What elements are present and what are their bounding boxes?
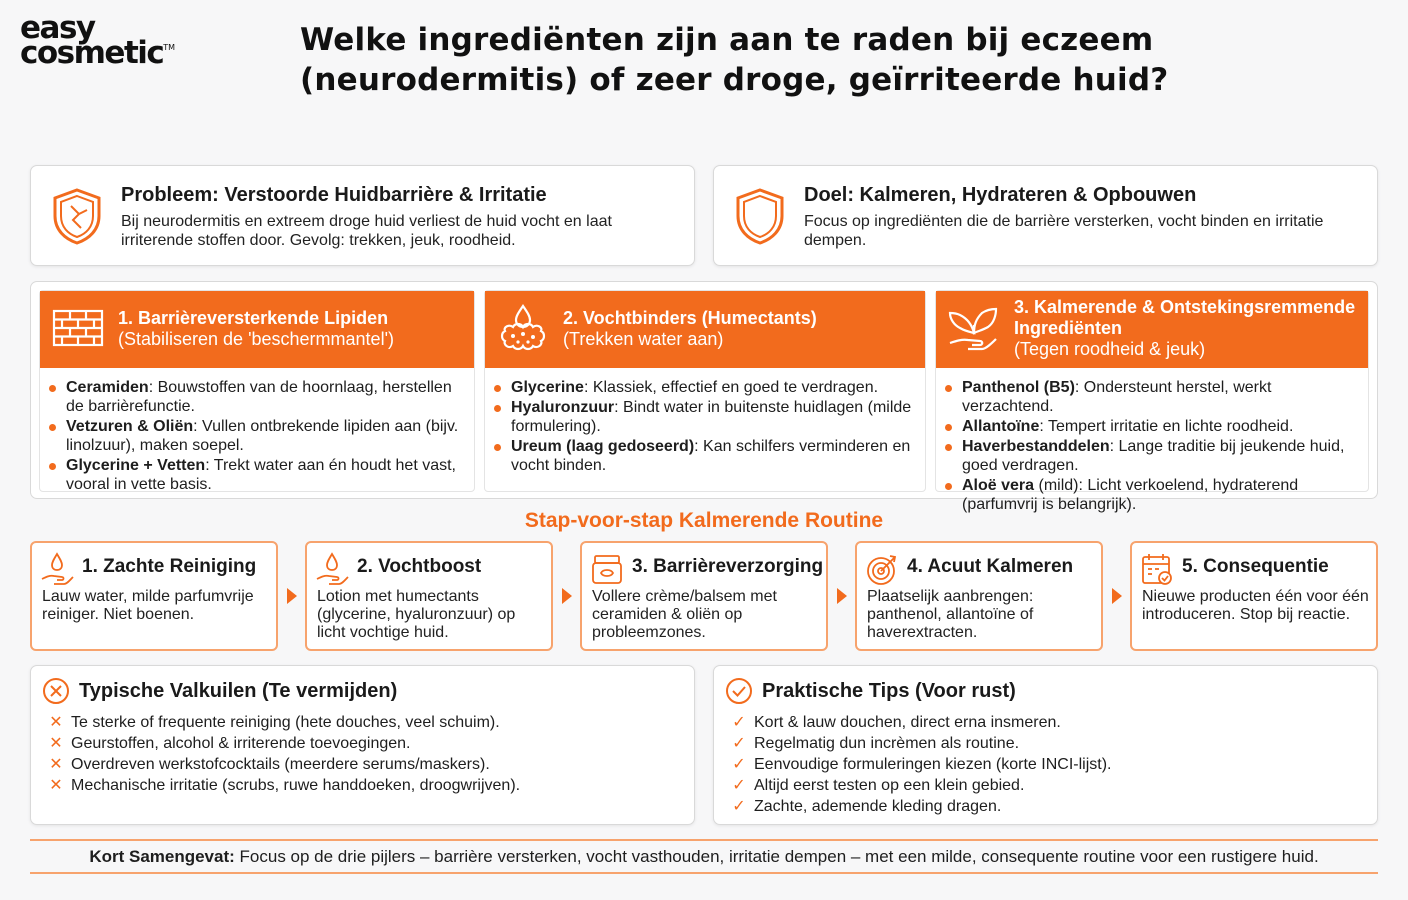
logo-line-1: easy [20, 10, 95, 46]
item-term: Allantoïne [962, 418, 1040, 435]
hand-drop-icon [40, 551, 74, 587]
step-description: Nieuwe producten één voor één introduceren. Stop bij reactie. [1142, 588, 1369, 623]
check-mark-icon: ✓ [732, 735, 746, 752]
summary-text: Focus op de drie pijlers – barrière versterken, vocht vasthouden, irritatie dempen – met een milde, consequente routine voor een rustigere huid. [234, 847, 1319, 866]
item-text: Regelmatig dun incrèmen als routine. [754, 735, 1020, 752]
routine-step-5 [1130, 541, 1378, 651]
pillar-title: 1. Barrièreversterkende Lipiden [118, 308, 389, 328]
list-item [66, 378, 464, 416]
routine-title: Stap-voor-stap Kalmerende Routine [524, 509, 884, 532]
check-mark-icon: ✓ [732, 756, 746, 773]
list-item [49, 712, 684, 733]
item-term: Hyaluronzuur [511, 399, 615, 416]
pillar-list [485, 368, 925, 475]
calendar-icon [1140, 551, 1174, 587]
routine-step-1 [30, 541, 278, 651]
item-term: Glycerine [511, 379, 584, 396]
logo-word: cosmetic [20, 35, 164, 72]
item-term: Haverbestanddelen [962, 438, 1110, 455]
pillar-subtitle: (Trekken water aan) [563, 329, 724, 349]
logo-line-2 [20, 35, 176, 72]
arrow-icon [1112, 588, 1122, 604]
list-item [66, 456, 464, 494]
pillar-subtitle: (Stabiliseren de 'beschermmantel') [118, 329, 394, 349]
routine-step-3 [580, 541, 828, 651]
hand-drop-icon [315, 551, 349, 587]
check-mark-icon: ✓ [732, 798, 746, 815]
step-title: 5. Consequentie [1182, 556, 1329, 577]
pillar-header [936, 291, 1368, 368]
x-mark-icon: ✕ [49, 756, 63, 773]
list-item [511, 398, 915, 436]
item-term: Ceramiden [66, 379, 149, 396]
item-term: Vetzuren & Oliën [66, 418, 194, 435]
pillar-header [40, 291, 474, 368]
shield-icon [732, 186, 788, 246]
item-text: Altijd eerst testen op een klein gebied. [754, 777, 1025, 794]
step-description: Vollere crème/balsem met ceramiden & oliën op probleemzones. [592, 588, 777, 641]
tips-card [713, 665, 1378, 825]
step-title: 1. Zachte Reiniging [82, 556, 257, 577]
pillar-list [40, 368, 474, 494]
pillar-title: 2. Vochtbinders (Humectants) [563, 308, 817, 328]
list-item [66, 417, 464, 455]
pillar-header [485, 291, 925, 368]
pillar-heading [563, 308, 917, 350]
list-item [962, 378, 1358, 416]
cream-jar-icon [590, 551, 624, 587]
list-item [732, 796, 1367, 817]
item-text: (mild): Licht verkoelend, hydraterend (parfumvrij is belangrijk). [962, 477, 1299, 513]
routine-step-2 [305, 541, 553, 651]
water-drop-sponge-icon [497, 303, 549, 353]
item-text: : Ondersteunt herstel, werkt verzachtend. [962, 379, 1272, 415]
list-item [511, 437, 915, 475]
hand-leaf-icon [948, 303, 1000, 353]
pillars-section [30, 281, 1378, 513]
list-item [962, 437, 1358, 475]
item-term: Panthenol (B5) [962, 379, 1075, 396]
list-item [732, 733, 1367, 754]
pillar-heading [1014, 297, 1360, 360]
list-item [49, 775, 684, 796]
problem-card [30, 165, 695, 266]
step-title: 3. Barrièreverzorging [632, 556, 824, 577]
tips-title: Praktische Tips (Voor rust) [762, 680, 1016, 702]
arrow-icon [837, 588, 847, 604]
list-item [732, 712, 1367, 733]
item-text: : Bouwstoffen van de hoornlaag, herstellen de barrièrefunctie. [66, 379, 452, 415]
x-circle-icon [41, 676, 71, 706]
cracked-shield-icon [49, 186, 105, 246]
item-term: Glycerine + Vetten [66, 457, 206, 474]
brick-wall-icon [52, 303, 104, 353]
problem-description: Bij neurodermitis en extreem droge huid verliest de huid vocht en laat irriterende stoffen door. Gevolg: trekken, jeuk, roodheid. [121, 213, 612, 249]
step-description: Plaatselijk aanbrengen: panthenol, allantoïne of haverextracten. [867, 588, 1034, 641]
item-text: Zachte, ademende kleding dragen. [754, 798, 1002, 815]
list-item [511, 378, 915, 397]
pillar-humectants [484, 290, 926, 492]
item-term: Aloë vera [962, 477, 1035, 494]
step-title: 2. Vochtboost [357, 556, 482, 577]
item-text: Eenvoudige formuleringen kiezen (korte INCI-lijst). [754, 756, 1112, 773]
logo-trademark: TM [163, 43, 176, 53]
pillar-lipids [39, 290, 475, 492]
item-text: : Klassiek, effectief en goed te verdragen. [583, 379, 879, 396]
x-mark-icon: ✕ [49, 777, 63, 794]
arrow-icon [287, 588, 297, 604]
pillar-subtitle: (Tegen roodheid & jeuk) [1014, 339, 1206, 359]
tips-list [732, 712, 1367, 817]
pitfalls-card [30, 665, 695, 825]
list-item [732, 754, 1367, 775]
pillar-calming [935, 290, 1369, 513]
summary-bar [30, 839, 1378, 874]
step-title: 4. Acuut Kalmeren [907, 556, 1074, 577]
item-text: : Trekt water aan én houdt het vast, vooral in vette basis. [66, 457, 456, 493]
list-item [962, 417, 1358, 436]
check-circle-icon [724, 676, 754, 706]
logo [20, 10, 176, 72]
page-title: Welke ingrediënten zijn aan te raden bij eczeem (neurodermitis) of zeer droge, geïrriteerde huid? [300, 22, 1169, 98]
pillar-heading [118, 308, 466, 350]
item-text: : Lange traditie bij jeukende huid, goed verdragen. [962, 438, 1345, 474]
list-item [49, 754, 684, 775]
goal-card [713, 165, 1378, 266]
item-text: Mechanische irritatie (scrubs, ruwe handdoeken, droogwrijven). [71, 777, 521, 794]
item-text: Kort & lauw douchen, direct erna insmeren. [754, 714, 1061, 731]
check-mark-icon: ✓ [732, 777, 746, 794]
x-mark-icon: ✕ [49, 735, 63, 752]
item-text: Te sterke of frequente reiniging (hete douches, veel schuim). [71, 714, 500, 731]
summary-label: Kort Samengevat: [89, 847, 235, 866]
step-description: Lauw water, milde parfumvrije reiniger. Niet boenen. [42, 588, 254, 623]
goal-description: Focus op ingrediënten die de barrière versterken, vocht binden en irritatie dempen. [804, 213, 1324, 249]
check-mark-icon: ✓ [732, 714, 746, 731]
step-description: Lotion met humectants (glycerine, hyaluronzuur) op licht vochtige huid. [317, 588, 516, 641]
item-text: Overdreven werkstofcocktails (meerdere serums/maskers). [71, 756, 490, 773]
list-item [732, 775, 1367, 796]
problem-title: Probleem: Verstoorde Huidbarrière & Irritatie [121, 184, 547, 206]
item-term: Ureum (laag gedoseerd) [511, 438, 695, 455]
goal-title: Doel: Kalmeren, Hydrateren & Opbouwen [804, 184, 1197, 206]
pillar-list [936, 368, 1368, 514]
item-text: : Tempert irritatie en lichte roodheid. [1039, 418, 1294, 435]
item-text: Geurstoffen, alcohol & irriterende toevoegingen. [71, 735, 411, 752]
list-item [49, 733, 684, 754]
pitfalls-title: Typische Valkuilen (Te vermijden) [79, 680, 398, 702]
routine-step-4 [855, 541, 1103, 651]
item-text: : Bindt water in buitenste huidlagen (milde formulering). [511, 399, 912, 435]
target-icon [865, 551, 899, 587]
item-text: : Kan schilfers verminderen en vocht binden. [511, 438, 911, 474]
pitfalls-list [49, 712, 684, 796]
pillar-title: 3. Kalmerende & Ontstekingsremmende Ingrediënten [1014, 297, 1356, 338]
item-text: : Vullen ontbrekende lipiden aan (bijv. linolzuur), maken soepel. [66, 418, 459, 454]
x-mark-icon: ✕ [49, 714, 63, 731]
arrow-icon [562, 588, 572, 604]
